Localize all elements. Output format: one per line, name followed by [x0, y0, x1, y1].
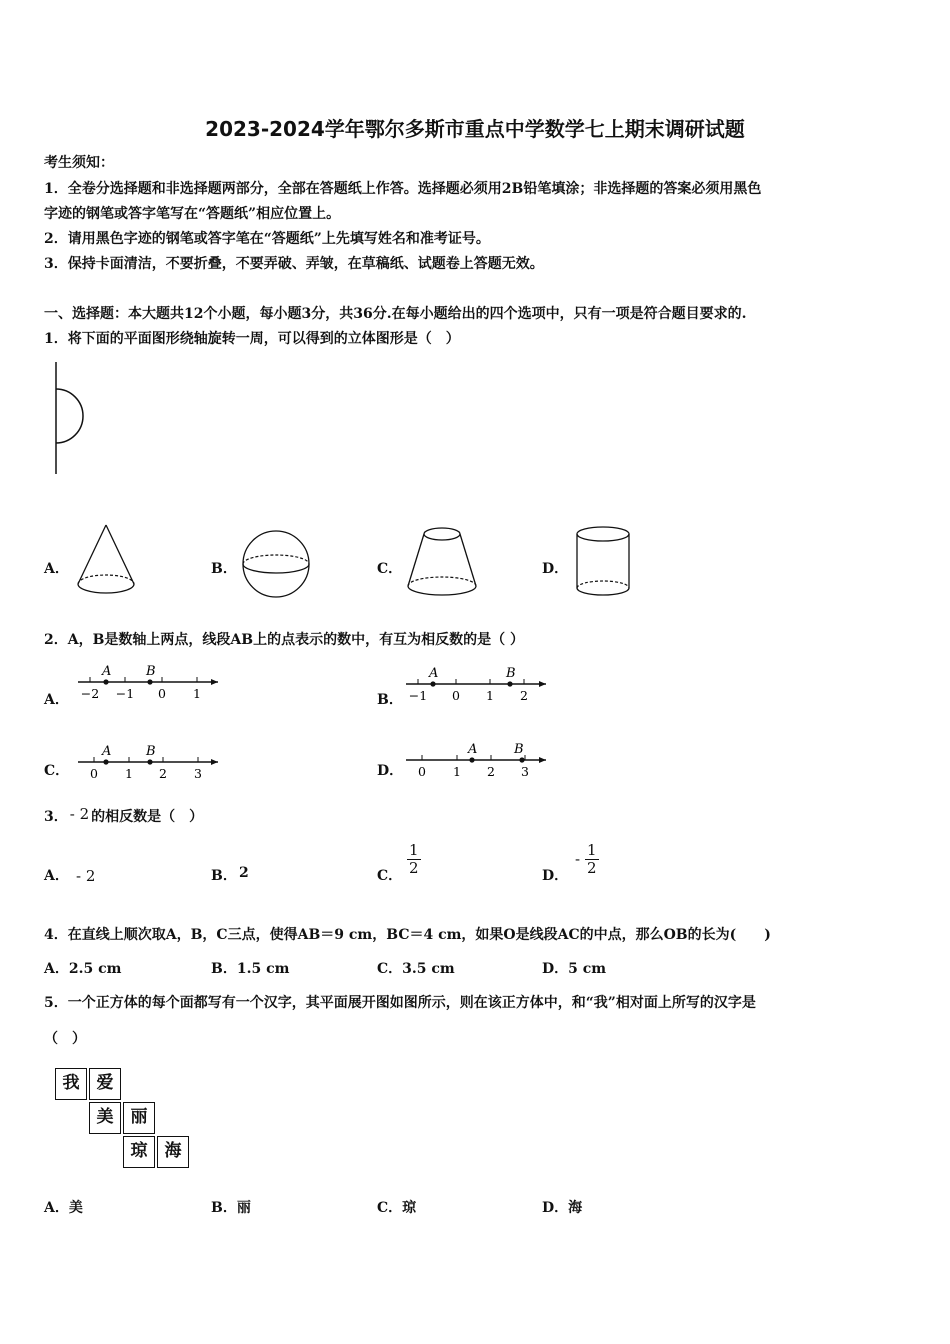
tick-label: 0 [452, 688, 460, 703]
q3-label-c: C． [377, 868, 403, 884]
q4-option-c: C．3.5 cm [377, 961, 455, 977]
tick-label: 2 [159, 766, 167, 781]
point-a-label: A [102, 664, 112, 679]
number-line-d [402, 738, 552, 780]
net-cell: 爱 [89, 1068, 121, 1100]
tick-label: 3 [521, 764, 529, 779]
q2-stem: 2．A，B是数轴上两点，线段AB上的点表示的数中，有互为相反数的是（ ） [44, 632, 525, 648]
q2-label-b: B． [377, 692, 403, 708]
q1-label-d: D． [542, 561, 569, 577]
q3-label-b: B． [211, 868, 237, 884]
notice-line-3: 3．保持卡面清洁，不要折叠，不要弄破、弄皱，在草稿纸、试题卷上答题无效。 [44, 256, 544, 272]
q3-option-a-value: - 2 [76, 867, 96, 885]
cylinder-icon [574, 524, 632, 600]
tick-label: 0 [418, 764, 426, 779]
q3-expression: - 2 [69, 805, 90, 823]
fraction-denominator: 2 [409, 859, 419, 877]
q5-option-d: D．海 [542, 1200, 583, 1216]
net-cell: 我 [55, 1068, 87, 1100]
q4-option-a: A．2.5 cm [44, 961, 122, 977]
q3-option-b-value: 2 [239, 865, 249, 881]
tick-label: 0 [158, 686, 166, 701]
net-cell: 海 [157, 1136, 189, 1168]
point-b-label: B [146, 744, 156, 759]
point-b-label: B [146, 664, 156, 679]
tick-label: 1 [453, 764, 461, 779]
q1-stem: 1．将下面的平面图形绕轴旋转一周，可以得到的立体图形是（ ） [44, 331, 460, 347]
section-heading: 一、选择题：本大题共12个小题，每小题3分，共36分.在每小题给出的四个选项中，只有一项是符合题目要求的. [44, 306, 747, 322]
frustum-icon [405, 524, 479, 600]
q1-semicircle-figure [48, 362, 92, 476]
net-cell: 丽 [123, 1102, 155, 1134]
tick-label: 2 [487, 764, 495, 779]
cone-icon [74, 522, 138, 598]
q5-option-a: A．美 [44, 1200, 83, 1216]
q2-label-a: A． [44, 692, 69, 708]
tick-label: 1 [125, 766, 133, 781]
sphere-icon [240, 528, 312, 600]
fraction-numerator: 1 [587, 841, 597, 859]
q3-stem [44, 806, 203, 826]
point-a-label: A [429, 666, 439, 681]
tick-label: 2 [520, 688, 528, 703]
notice-line-1b: 字迹的钢笔或答字笔写在“答题纸”相应位置上。 [44, 206, 341, 222]
q1-label-b: B． [211, 561, 237, 577]
number-line-b [402, 662, 552, 704]
number-line-c [74, 740, 224, 782]
net-cell: 琼 [123, 1136, 155, 1168]
tick-label: −2 [80, 686, 100, 701]
fraction-denominator: 2 [587, 859, 597, 877]
q4-option-d: D．5 cm [542, 961, 607, 977]
number-line-a [74, 660, 224, 702]
notice-line-2: 2．请用黑色字迹的钢笔或答字笔在“答题纸”上先填写姓名和准考证号。 [44, 231, 490, 247]
q5-option-b: B．丽 [211, 1200, 251, 1216]
q5-stem: 5．一个正方体的每个面都写有一个汉字，其平面展开图如图所示，则在该正方体中，和“我”相对面上所写的汉字是 [44, 995, 756, 1011]
point-a-label: A [102, 744, 112, 759]
tick-label: −1 [115, 686, 135, 701]
notice-line-1a: 1．全卷分选择题和非选择题两部分，全部在答题纸上作答。选择题必须用2B铅笔填涂；非选择题的答案必须用黑色 [44, 181, 762, 197]
q3-label-a: A． [44, 868, 69, 884]
q4-stem: 4．在直线上顺次取A，B，C三点，使得AB＝9 cm，BC＝4 cm，如果O是线段AC的中点，那么OB的长为( ) [44, 927, 771, 943]
q3-label-d: D． [542, 868, 569, 884]
point-b-label: B [506, 666, 516, 681]
q3-number: 3． [44, 809, 68, 825]
point-b-label: B [514, 742, 524, 757]
net-cell: 美 [89, 1102, 121, 1134]
q4-option-b: B．1.5 cm [211, 961, 290, 977]
tick-label: −1 [408, 688, 428, 703]
q3-stem-rest: 的相反数是（ ） [91, 809, 204, 825]
q1-label-a: A． [44, 561, 69, 577]
q2-label-c: C． [44, 763, 70, 779]
q5-paren: （ ） [44, 1031, 86, 1047]
tick-label: 3 [194, 766, 202, 781]
fraction-numerator: 1 [409, 841, 419, 859]
q5-option-c: C．琼 [377, 1200, 417, 1216]
q3-option-d-fraction [585, 842, 599, 877]
q3-option-c-fraction [407, 842, 421, 877]
q1-label-c: C． [377, 561, 403, 577]
tick-label: 1 [486, 688, 494, 703]
notice-heading: 考生须知： [44, 155, 114, 171]
q2-label-d: D． [377, 763, 404, 779]
tick-label: 1 [193, 686, 201, 701]
point-a-label: A [468, 742, 478, 757]
tick-label: 0 [90, 766, 98, 781]
q3-option-d-sign: - [575, 850, 581, 868]
page-title: 2023-2024学年鄂尔多斯市重点中学数学七上期末调研试题 [205, 117, 745, 141]
